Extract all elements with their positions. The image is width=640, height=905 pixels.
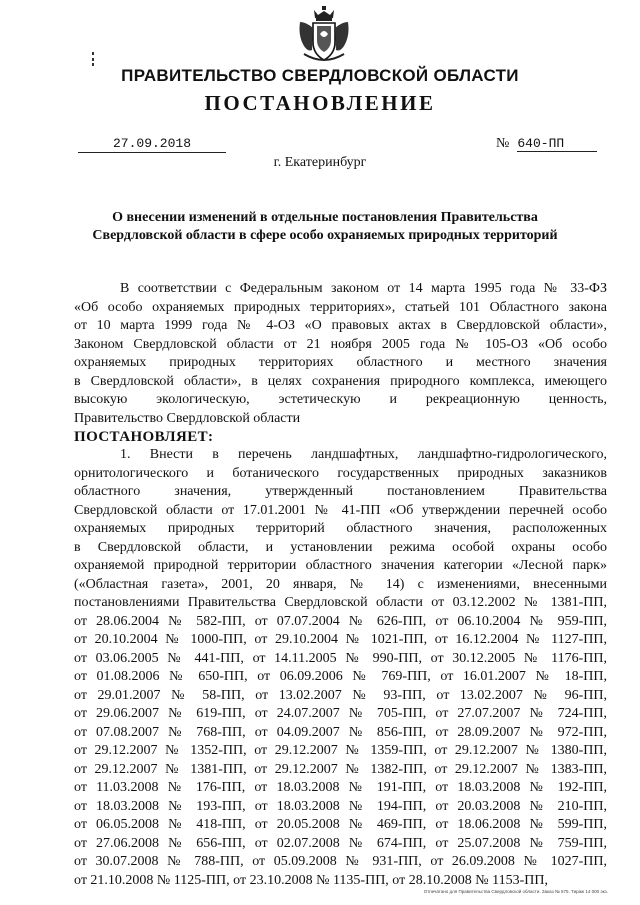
item-1-line: от 07.08.2007 № 768-ПП, от 04.09.2007 № 856-ПП, от 28.09.2007 № 972-ПП,: [74, 724, 607, 740]
preamble-line: В соответствии с Федеральным законом от 14 марта 1995 года № 33-ФЗ: [120, 281, 607, 296]
document-number: 640-ПП: [517, 136, 597, 152]
title-line-1: О внесении изменений в отдельные постановления Правительства: [112, 210, 538, 225]
item-1-line: в Свердловской области, и установлении режима особой охраны особо: [74, 539, 607, 555]
item-1-line: от 18.03.2008 № 193-ПП, от 18.03.2008 № 194-ПП, от 20.03.2008 № 210-ПП,: [74, 798, 607, 814]
coat-of-arms-icon: [296, 6, 352, 68]
item-1-line: от 29.06.2007 № 619-ПП, от 24.07.2007 № 705-ПП, от 27.07.2007 № 724-ПП,: [74, 706, 607, 721]
preamble-line: в Свердловской области», в целях сохранения природного комплекса, имеющего: [74, 373, 607, 389]
item-1-line: от 20.10.2004 № 1000-ПП, от 29.10.2004 № 1021-ПП, от 16.12.2004 № 1127-ПП,: [74, 632, 607, 647]
number-sign: №: [496, 136, 510, 151]
preamble-line: Правительство Свердловской области: [74, 410, 301, 426]
preamble-line: высокую экологическую, эстетическую и рекреационную ценность,: [74, 392, 607, 407]
document-type: ПОСТАНОВЛЕНИЕ: [204, 91, 436, 115]
item-1-line: от 06.05.2008 № 418-ПП, от 20.05.2008 № 469-ПП, от 18.06.2008 № 599-ПП,: [74, 817, 607, 832]
preamble-line: от 10 марта 1999 года № 4-ОЗ «О правовых актах в Свердловской области»,: [74, 318, 607, 333]
item-1-line: от 27.06.2008 № 656-ПП, от 02.07.2008 № 674-ПП, от 25.07.2008 № 759-ПП,: [74, 835, 607, 851]
print-footer: Отпечатано для Правительства Свердловской области. Заказ № 575. Тираж 14 000 экз.: [423, 889, 608, 894]
item-1-line: («Областная газета», 2001, 20 января, № 14) с изменениями, внесенными: [74, 576, 607, 592]
resolves-heading: ПОСТАНОВЛЯЕТ:: [74, 429, 214, 445]
government-name: ПРАВИТЕЛЬСТВО СВЕРДЛОВСКОЙ ОБЛАСТИ: [121, 66, 519, 85]
document-body: [74, 280, 607, 890]
item-1-line: от 21.10.2008 № 1125-ПП, от 23.10.2008 № 1135-ПП, от 28.10.2008 № 1153-ПП,: [74, 872, 548, 888]
item-1-line: орнитологического и ботанического государственных природных заказников: [74, 465, 607, 481]
item-1-line: от 01.08.2006 № 650-ПП, от 06.09.2006 № 769-ПП, от 16.01.2007 № 18-ПП,: [74, 669, 607, 684]
item-1-line: от 29.12.2007 № 1381-ПП, от 29.12.2007 № 1382-ПП, от 29.12.2007 № 1383-ПП,: [74, 761, 607, 777]
item-1-line: от 03.06.2005 № 441-ПП, от 14.11.2005 № 990-ПП, от 30.12.2005 № 1176-ПП,: [74, 650, 607, 666]
item-1: [74, 446, 607, 890]
item-1-line: Свердловской области от 17.01.2001 № 41-ПП «Об утверждении перечней особо: [74, 502, 607, 518]
document-city: г. Екатеринбург: [273, 155, 367, 170]
preamble-line: охраняемых природных территориях областного и местного значения: [74, 355, 607, 370]
title-line-2: Свердловской области в сфере особо охраняемых природных территорий: [92, 228, 558, 243]
item-1-line: от 28.06.2004 № 582-ПП, от 07.07.2004 № 626-ПП, от 06.10.2004 № 959-ПП,: [74, 613, 607, 629]
item-1-line: охраняемой природной территории областного значения категории «Лесной парк»: [74, 558, 607, 573]
document-date: 27.09.2018: [78, 136, 226, 153]
item-1-line: постановлениями Правительства Свердловской области от 03.12.2002 № 1381-ПП,: [74, 595, 607, 610]
item-1-line: от 30.07.2008 № 788-ПП, от 05.09.2008 № 931-ПП, от 26.09.2008 № 1027-ПП,: [74, 854, 607, 869]
item-1-line: от 29.12.2007 № 1352-ПП, от 29.12.2007 № 1359-ПП, от 29.12.2007 № 1380-ПП,: [74, 743, 607, 758]
scan-mark: [92, 52, 94, 66]
item-1-line: 1. Внести в перечень ландшафтных, ландшафтно-гидрологического,: [120, 447, 607, 462]
item-1-line: от 11.03.2008 № 176-ПП, от 18.03.2008 № 191-ПП, от 18.03.2008 № 192-ПП,: [74, 780, 607, 795]
item-1-line: охраняемых природных территорий областного значения, расположенных: [74, 521, 607, 536]
preamble: [74, 280, 607, 428]
item-1-line: областного значения, утвержденный постановлением Правительства: [74, 484, 607, 499]
preamble-line: «Об особо охраняемых природных территориях», статьей 101 Областного закона: [74, 299, 607, 315]
document-title: [60, 209, 590, 245]
preamble-line: Законом Свердловской области от 21 ноября 2005 года № 105-ОЗ «Об особо: [74, 336, 607, 352]
item-1-line: от 29.01.2007 № 58-ПП, от 13.02.2007 № 93-ПП, от 13.02.2007 № 96-ПП,: [74, 687, 607, 703]
document-number-block: [496, 136, 597, 152]
